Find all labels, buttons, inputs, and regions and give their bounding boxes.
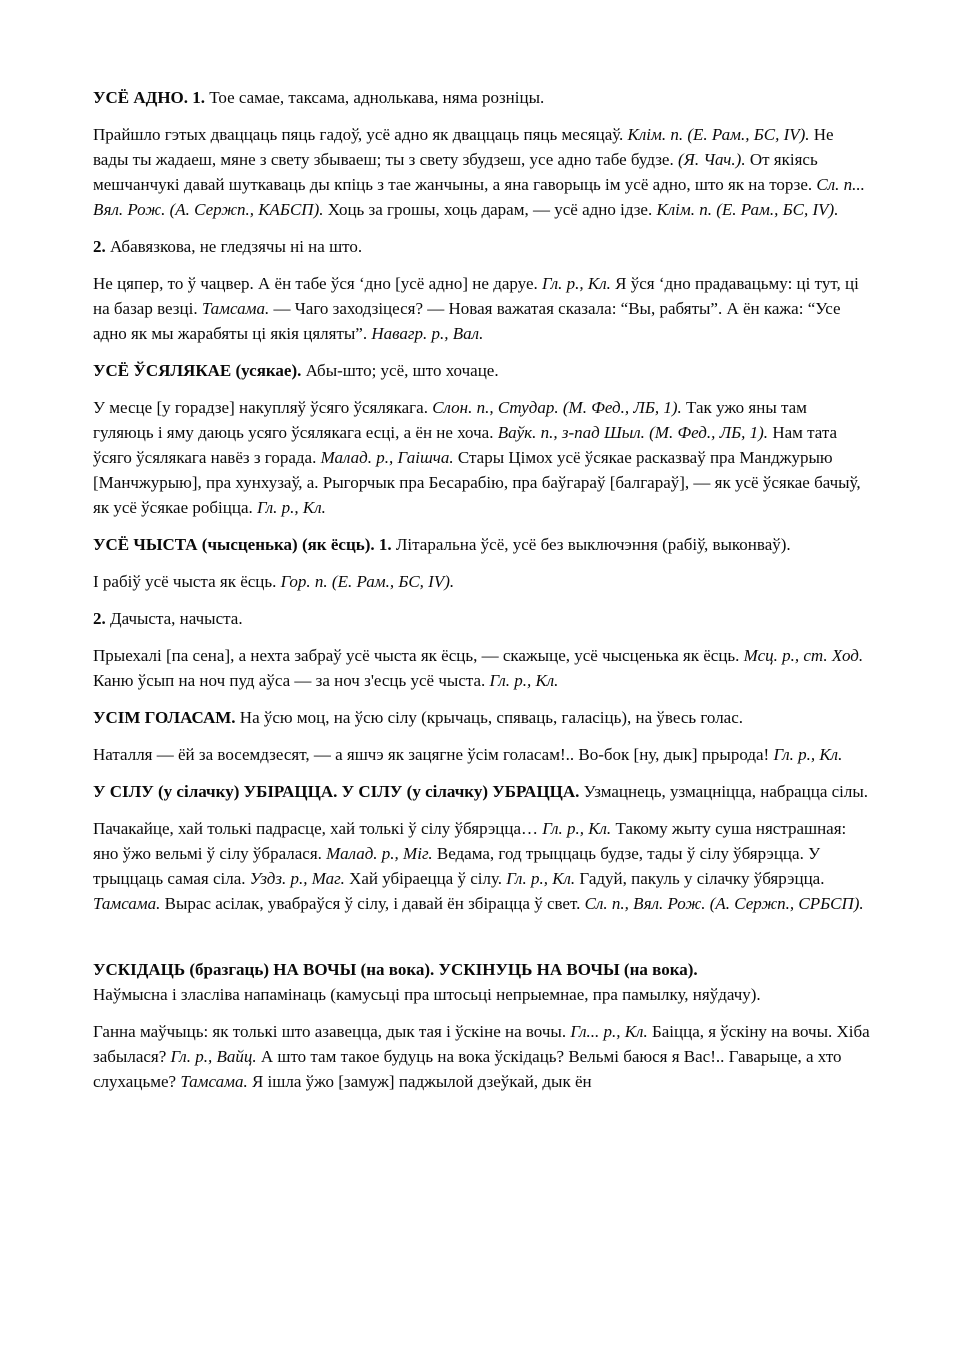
text-run: Не цяпер, то ў чацвер. А ён табе ўся ‘дно [усё адно] не даруе. xyxy=(93,274,542,293)
source-citation: Гл. р., Кл. xyxy=(773,745,843,764)
source-citation: Гл. р., Кл. xyxy=(489,671,559,690)
source-citation: Гл. р., Кл. xyxy=(542,819,612,838)
text-run: Хоць за грошы, хоць дарам, — усё адно ідзе. xyxy=(323,200,657,219)
page-content xyxy=(93,85,871,1094)
source-citation: Гл... р., Кл. xyxy=(570,1022,648,1041)
text-run: Абы-што; усё, што хочаце. xyxy=(301,361,499,380)
text-run: Нам тата ўсяго ўсялякага навёз з горада. xyxy=(93,423,838,467)
text-run: Ведама, год трыццаць будзе, тады ў сілу ўбярэцца. У трыццаць самая сіла. xyxy=(93,844,821,888)
source-citation: Сл. п... Вял. Рож. (А. Сержп., КАБСП). xyxy=(93,175,865,219)
text-run: Тое самае, таксама, аднолькава, няма розніцы. xyxy=(205,88,545,107)
text-run: Наталля — ёй за восемдзесят, — а яшчэ як зацягне ўсім голасам!.. Во-бок [ну, дык] прырода! xyxy=(93,745,774,764)
headword: УСЁ АДНО. 1. xyxy=(93,88,206,107)
illustration-paragraph xyxy=(93,395,871,520)
text-run: На ўсю моц, на ўсю сілу (крычаць, спяваць, галасіць), на ўвесь голас. xyxy=(235,708,744,727)
text-run: Ганна маўчыць: як толькі што азавецца, дык тая і ўскіне на вочы. xyxy=(93,1022,571,1041)
headword: УСЁ ЎСЯЛЯКАЕ (усякае). xyxy=(93,361,302,380)
dictionary-entry-paragraph xyxy=(93,234,871,259)
source-citation: (Я. Чач.). xyxy=(677,150,746,169)
text-run: У месце [у горадзе] накупляў ўсяго ўсялякага. xyxy=(93,398,433,417)
illustration-paragraph xyxy=(93,742,871,767)
headword: УСКІДАЦЬ (бразгаць) НА ВОЧЫ (на вока). УСКІНУЦЬ НА ВОЧЫ (на вока). xyxy=(93,960,698,979)
source-citation: Малад. р., Гаішча. xyxy=(320,448,454,467)
headword: У СІЛУ (у сілачку) УБІРАЦЦА. У СІЛУ (у сілачку) УБРАЦЦА. xyxy=(93,782,580,801)
dictionary-entry-paragraph xyxy=(93,957,871,1007)
headword: 2. xyxy=(93,237,106,256)
source-citation: Мсц. р., ст. Ход. xyxy=(743,646,864,665)
text-run: А што там такое будуць на вока ўскідаць? Вельмі баюся я Вас!.. Гаварыце, а хто слухацьме? xyxy=(93,1047,842,1091)
text-run: Баіцца, я ўскіну на вочы. Хіба забылася? xyxy=(93,1022,870,1066)
text-run: От якіясь мешчанчукі давай шуткаваць ды кпіць з тае жанчыны, а яна гаворыць ім усё адно, што як на торзе. xyxy=(93,150,818,194)
text-run: Я ішла ўжо [замуж] паджылой дзеўкай, дык ён xyxy=(247,1072,592,1091)
headword: УСІМ ГОЛАСАМ. xyxy=(93,708,236,727)
text-run: Наўмысна і зласліва напамінаць (камусьці пра штосьці непрыемнае, пра памылку, няўдачу). xyxy=(93,985,761,1004)
dictionary-entry-paragraph xyxy=(93,705,871,730)
dictionary-entry-paragraph xyxy=(93,532,871,557)
text-run: Хай убіраецца ў сілу. xyxy=(344,869,507,888)
text-run: Пачакайце, хай толькі падрасце, хай толькі ў сілу ўбярэцца… xyxy=(93,819,543,838)
text-run: Такому жыту суша нястрашная: яно ўжо вельмі ў сілу ўбралася. xyxy=(93,819,847,863)
illustration-paragraph xyxy=(93,569,871,594)
text-run: Стары Цімох усё ўсякае расказваў пра Манджурыю [Манчжурыю], пра хунхузаў, а. Рыгорчык пра Бесарабію, пра баўгараў [балгараў], — як усё ўсякае бачыў, як усё ўсякае робіцца. xyxy=(93,448,861,517)
source-citation: Навагр. р., Вал. xyxy=(371,324,484,343)
source-citation: Малад. р., Міг. xyxy=(326,844,433,863)
illustration-paragraph xyxy=(93,816,871,916)
headword: УСЁ ЧЫСТА (чысценька) (як ёсць). 1. xyxy=(93,535,392,554)
source-citation: Гл. р., Вайц. xyxy=(170,1047,257,1066)
illustration-paragraph xyxy=(93,271,871,346)
dictionary-entry-paragraph xyxy=(93,606,871,631)
dictionary-entry-paragraph xyxy=(93,85,871,110)
source-citation: Слон. п., Студар. (М. Фед., ЛБ, 1). xyxy=(432,398,682,417)
text-run: — Чаго заходзіцеся? — Новая важатая сказала: “Вы, рабяты”. А ён кажа: “Усе адно як мы жарабяты ці якія цяляты”. xyxy=(93,299,841,343)
text-run: Узмацнець, узмацніцца, набрацца сілы. xyxy=(579,782,869,801)
source-citation: Тамсама. xyxy=(93,894,161,913)
illustration-paragraph xyxy=(93,1019,871,1094)
source-citation: Гор. п. (Е. Рам., БС, IV). xyxy=(280,572,455,591)
headword: 2. xyxy=(93,609,106,628)
dictionary-entry-paragraph xyxy=(93,358,871,383)
source-citation: Гл. р., Кл. xyxy=(257,498,326,517)
text-run: Літаральна ўсё, усё без выключэння (рабіў, выконваў). xyxy=(391,535,791,554)
dictionary-entry-paragraph xyxy=(93,779,871,804)
text-run: Прайшло гэтых дваццаць пяць гадоў, усё адно як дваццаць пяць месяцаў. xyxy=(93,125,628,144)
text-run: Я ўся ‘дно прадавацьму: ці тут, ці на базар везці. xyxy=(93,274,859,318)
source-citation: Клім. п. (Е. Рам., БС, IV). xyxy=(656,200,839,219)
text-run: Дачыста, начыста. xyxy=(105,609,243,628)
source-citation: Тамсама. xyxy=(201,299,270,318)
source-citation: Сл. п., Вял. Рож. (А. Сержп., СРБСП). xyxy=(584,894,864,913)
text-run: Не вады ты жадаеш, мяне з свету збываеш; ты з свету збудзеш, усе адно табе будзе. xyxy=(93,125,834,169)
source-citation: Клім. п. (Е. Рам., БС, IV). xyxy=(627,125,810,144)
illustration-paragraph xyxy=(93,643,871,693)
text-run: Так ужо яны там гуляюць і яму даюць усяго ўсялякага есці, а ён не хоча. xyxy=(93,398,807,442)
source-citation: Гл. р., Кл. xyxy=(506,869,576,888)
text-run: Абавязкова, не гледзячы ні на што. xyxy=(105,237,363,256)
text-run: І рабіў усё чыста як ёсць. xyxy=(93,572,281,591)
text-run: Прыехалі [па сена], а нехта забраў усё чыста як ёсць, — скажыце, усё чысценька як ёсць. xyxy=(93,646,744,665)
source-citation: Гл. р., Кл. xyxy=(542,274,611,293)
text-run: Гадуй, пакуль у сілачку ўбярэцца. xyxy=(575,869,825,888)
source-citation: Ваўк. п., з-пад Шыл. (М. Фед., ЛБ, 1). xyxy=(497,423,769,442)
text-run: Каню ўсып на ноч пуд аўса — за ноч з'есць усё чыста. xyxy=(93,671,490,690)
source-citation: Тамсама. xyxy=(180,1072,248,1091)
text-run: Вырас асілак, увабраўся ў сілу, і давай ён збірацца ў свет. xyxy=(160,894,585,913)
source-citation: Уздз. р., Маг. xyxy=(249,869,345,888)
illustration-paragraph xyxy=(93,122,871,222)
